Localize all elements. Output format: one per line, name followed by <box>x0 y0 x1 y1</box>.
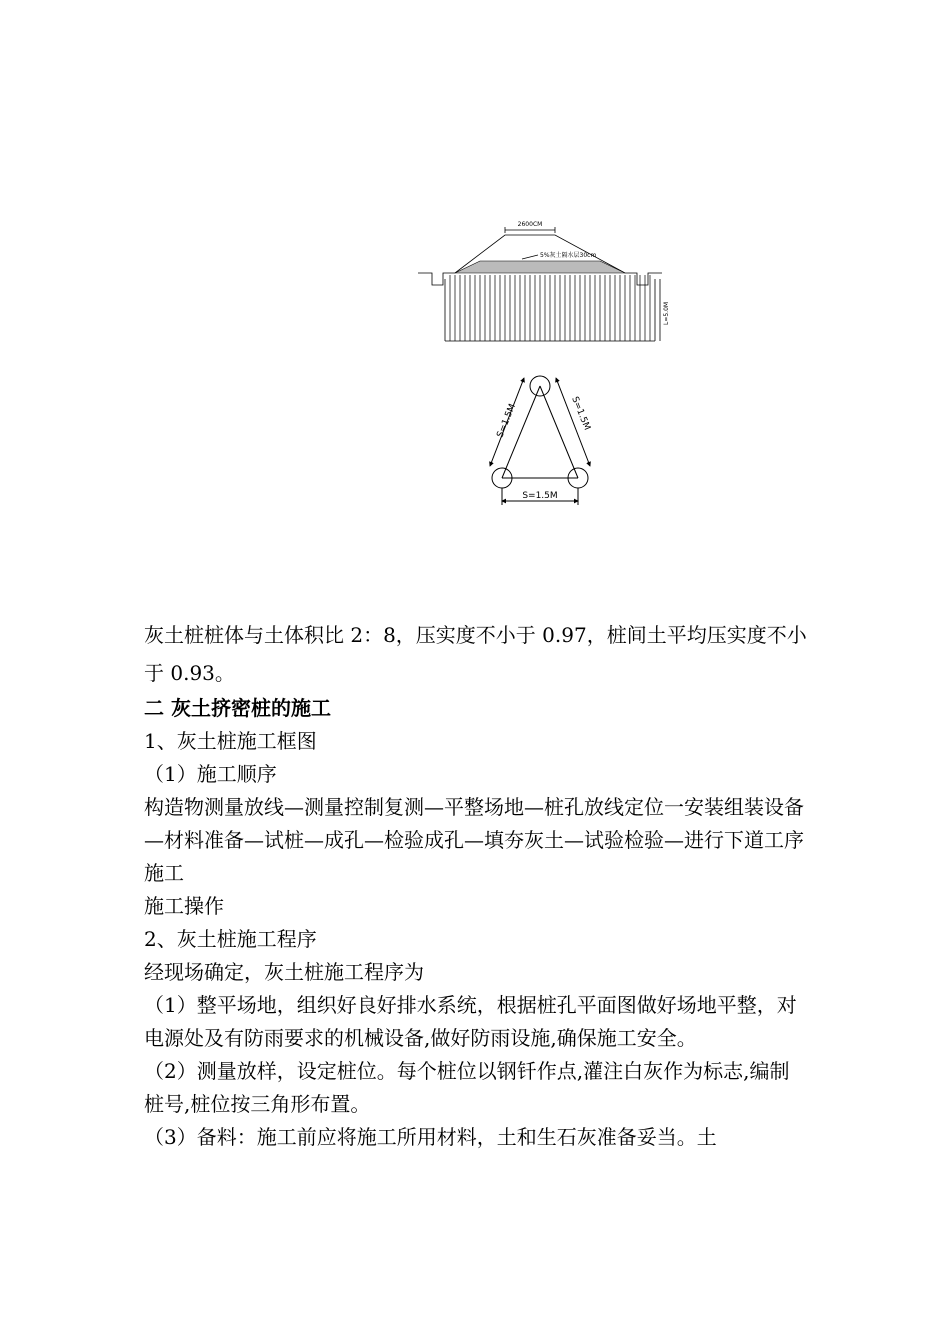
pile-length-label: L=5.0M <box>663 301 670 325</box>
paragraph-step-1: （1）整平场地，组织好良好排水系统，根据桩孔平面图做好场地平整，对电源处及有防雨要求的机械设备,做好防雨设施,确保施工安全。 <box>144 993 797 1050</box>
triangle-layout-diagram <box>480 370 600 510</box>
paragraph-operation: 施工操作 <box>144 894 224 918</box>
bottom-spacing-label: S=1.5M <box>522 491 558 501</box>
layer-label: 5%灰土隔水层30cm <box>540 252 597 259</box>
subheading-framework: 1、灰土桩施工框图 <box>144 729 317 753</box>
item-sequence-title: （1）施工顺序 <box>144 762 277 786</box>
paragraph-step-3: （3）备料：施工前应将施工所用材料，土和生石灰准备妥当。土 <box>144 1125 717 1149</box>
paragraph-step-2: （2）测量放样，设定桩位。每个桩位以钢钎作点,灌注白灰作为标志,编制桩号,桩位按三角形布置。 <box>144 1059 790 1116</box>
body-text <box>144 616 808 1154</box>
cross-section-diagram <box>410 215 670 350</box>
paragraph-ratio: 灰土桩桩体与土体积比 2：8，压实度不小于 0.97，桩间土平均压实度不小于 0.93。 <box>144 623 807 685</box>
section-heading: 二 灰土挤密桩的施工 <box>144 696 331 720</box>
top-width-label: 2600CM <box>517 221 543 228</box>
left-spacing-label: S=1.5M <box>495 402 519 440</box>
paragraph-sequence: 构造物测量放线—测量控制复测—平整场地—桩孔放线定位一安装组装设备—材料准备—试桩—成孔—检验成孔—填夯灰土—试验检验—进行下道工序施工 <box>144 795 804 885</box>
subheading-procedure: 2、灰土桩施工程序 <box>144 927 317 951</box>
right-spacing-label: S=1.5M <box>569 395 592 432</box>
paragraph-procedure-intro: 经现场确定，灰土桩施工程序为 <box>144 960 424 984</box>
